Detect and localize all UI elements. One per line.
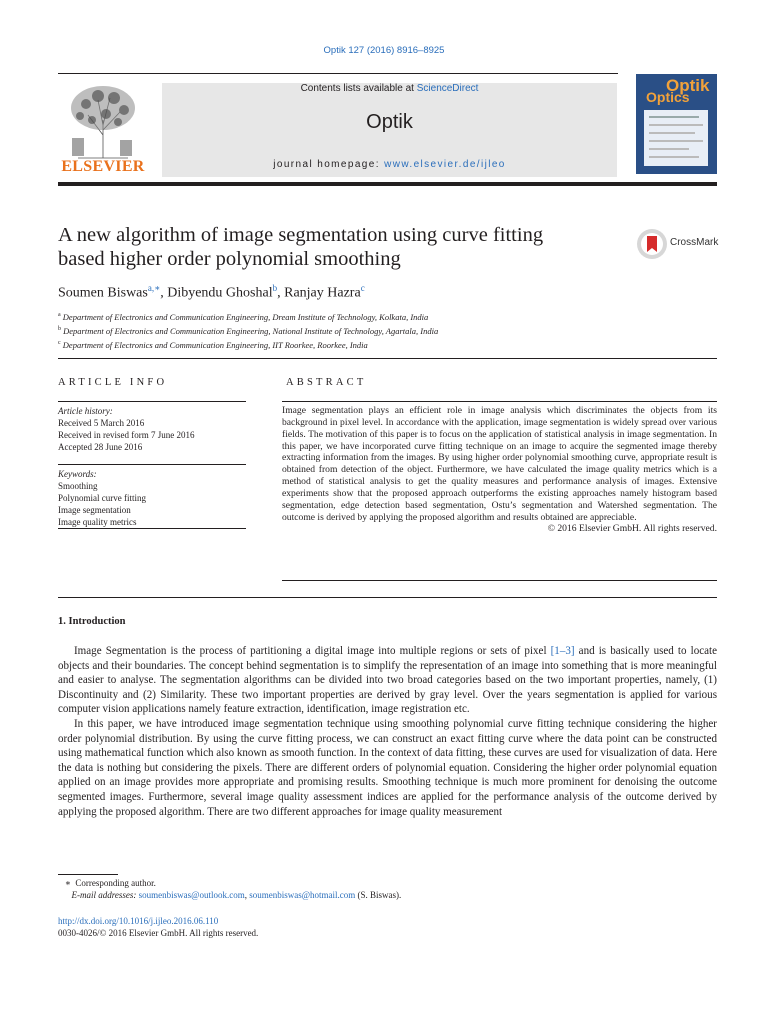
header-thick-rule xyxy=(58,182,717,186)
article-info-rule xyxy=(58,401,246,402)
keyword: Smoothing xyxy=(58,481,98,491)
keyword: Image quality metrics xyxy=(58,517,137,527)
crossmark-label: CrossMark xyxy=(670,237,719,248)
sciencedirect-link[interactable]: ScienceDirect xyxy=(416,83,479,94)
author-list: Soumen Biswas$^{a,∗}$, Dibyendu Ghoshal$^b$, Ranjay Hazra$^c$ xyxy=(58,283,365,301)
accepted-date: Accepted 28 June 2016 xyxy=(58,442,143,452)
introduction-body xyxy=(58,644,717,819)
author-affil-mark[interactable]: a,∗ xyxy=(147,283,161,293)
doi-block xyxy=(58,915,258,939)
homepage-prefix: journal homepage: xyxy=(273,159,385,170)
journal-reference[interactable]: Optik 127 (2016) 8916–8925 xyxy=(323,45,445,56)
top-rule xyxy=(58,73,618,74)
section-heading-introduction: 1. Introduction xyxy=(58,616,126,627)
affiliation: $^b$ Department of Electronics and Communication Engineering, National Institute of Technology, Agartala, India xyxy=(58,325,439,336)
author-affil-mark[interactable]: c xyxy=(360,283,365,293)
journal-cover-image xyxy=(636,74,717,174)
divider-rule xyxy=(58,597,717,598)
affiliation: $^c$ Department of Electronics and Communication Engineering, IIT Roorkee, Roorkee, India xyxy=(58,339,368,350)
abstract-rule xyxy=(282,401,717,402)
author-affil-mark[interactable]: b xyxy=(272,283,278,293)
author-name[interactable]: Ranjay Hazra xyxy=(284,285,361,301)
affiliation: $^a$ Department of Electronics and Communication Engineering, Dream Institute of Technology, Kolkata, India xyxy=(58,311,429,322)
article-info-rule xyxy=(58,464,246,465)
footnote-rule xyxy=(58,874,118,875)
cover-title-optics: Optics xyxy=(646,89,690,105)
crossmark-badge[interactable] xyxy=(636,228,726,258)
crossmark-icon xyxy=(636,228,668,260)
author-name[interactable]: Soumen Biswas xyxy=(58,285,148,301)
email-link[interactable]: soumenbiswas@hotmail.com xyxy=(249,890,356,900)
history-label: Article history: xyxy=(58,406,113,416)
keywords-label: Keywords: xyxy=(58,469,97,479)
email-note: E-mail addresses: soumenbiswas@outlook.com, soumenbiswas@hotmail.com (S. Biswas). xyxy=(71,890,402,900)
paragraph: In this paper, we have introduced image segmentation technique using smoothing polynomial curve fitting technique considering the higher order polynomial distribution. By using the curve fitting process, we can construct an exact fitting curve where the data point can be constructed using mathematical function which also known as smooth function. In the context of data fitting, these curves are used for visualization of data. Here the data is nothing but considering the pixels. There are different orders of polynomial equation. Considering the higher order polynomial equation applied on an image provides more appropriate and promising results. Smoothing technique is much more prominent for denoising the outcome segmented images. Furthermore, several image quality assessment indices are applied for the performance analysis of the outcome derived by applying the proposed algorithm. There are two different approaches for image quality measurement xyxy=(58,717,717,818)
abstract-body xyxy=(282,405,717,535)
citation-link[interactable]: [1–3] xyxy=(550,645,575,657)
title-line-1: A new algorithm of image segmentation using curve fitting xyxy=(58,224,544,246)
title-line-2: based higher order polynomial smoothing xyxy=(58,248,401,270)
issn-copyright: 0030-4026/© 2016 Elsevier GmbH. All rights reserved. xyxy=(58,928,259,938)
abstract-heading: ABSTRACT xyxy=(286,377,367,388)
cover-title-optik: Optik xyxy=(666,76,710,95)
revised-date: Received in revised form 7 June 2016 xyxy=(58,430,195,440)
author-name[interactable]: Dibyendu Ghoshal xyxy=(167,285,273,301)
footnote xyxy=(58,877,401,901)
article-info-rule xyxy=(58,528,246,529)
contents-line xyxy=(162,83,617,94)
abstract-copyright: © 2016 Elsevier GmbH. All rights reserved. xyxy=(547,523,717,535)
keyword: Image segmentation xyxy=(58,505,131,515)
keywords-block xyxy=(58,468,146,528)
journal-masthead xyxy=(162,83,617,177)
keyword: Polynomial curve fitting xyxy=(58,493,146,503)
corresponding-author-note: ∗ Corresponding author. xyxy=(64,878,156,888)
cover-contents-panel xyxy=(644,110,708,166)
contents-prefix: Contents lists available at xyxy=(300,83,417,94)
article-info-heading: ARTICLE INFO xyxy=(58,377,168,388)
homepage-line xyxy=(162,159,617,170)
email-link[interactable]: soumenbiswas@outlook.com xyxy=(138,890,245,900)
journal-name: Optik xyxy=(366,111,413,133)
homepage-link[interactable]: www.elsevier.de/ijleo xyxy=(384,159,506,170)
article-history xyxy=(58,405,194,453)
article-title xyxy=(58,223,618,271)
elsevier-wordmark: ELSEVIER xyxy=(61,158,145,175)
affiliations xyxy=(58,309,438,350)
divider-rule xyxy=(58,358,717,359)
abstract-rule xyxy=(282,580,717,581)
doi-link[interactable]: http://dx.doi.org/10.1016/j.ijleo.2016.06.110 xyxy=(58,916,219,926)
received-date: Received 5 March 2016 xyxy=(58,418,145,428)
paragraph: Image Segmentation is the process of partitioning a digital image into multiple regions or sets of pixel [1–3] and is basically used to locate objects and their boundaries. The concept behind segmentation is to simplify the representation of an image into something that is more meaningful and easier to analyse. The segmentation algorithms can be divided into two broad categories based on the two important properties, namely, (1) Discontinuity and (2) Similarity. These two important properties are derived by gray level. Over the years segmentation is applied for various computer vision applications namely feature extraction, identification, image registration etc. xyxy=(58,645,717,716)
abstract-text: Image segmentation plays an efficient role in image analysis which discriminates the objects from its background in pixel level. In accordance with the application, image segmentation is widely spread over various fields. The motivation of this paper is to focus on the application of statistical analysis in image segmentation. In this paper, we have incorporated curve fitting technique on an image to acquire the segmented image thereby extracting information from the images. By using higher order polynomial smoothing curve, appropriate result is obtained from detection of the object. Furthermore, we have calculated the image quality metrics which is a method of statistical analysis to get the quality measures and performance analysis of images. Extensive experiments show that the proposed approach outperforms the existing approaches namely histogram based segmentation, edge detection based segmentation, Ostu’s segmentation and Watershed segmentation. The outcome is derived by applying the proposed algorithm and results obtained are appreciable. xyxy=(282,405,717,523)
